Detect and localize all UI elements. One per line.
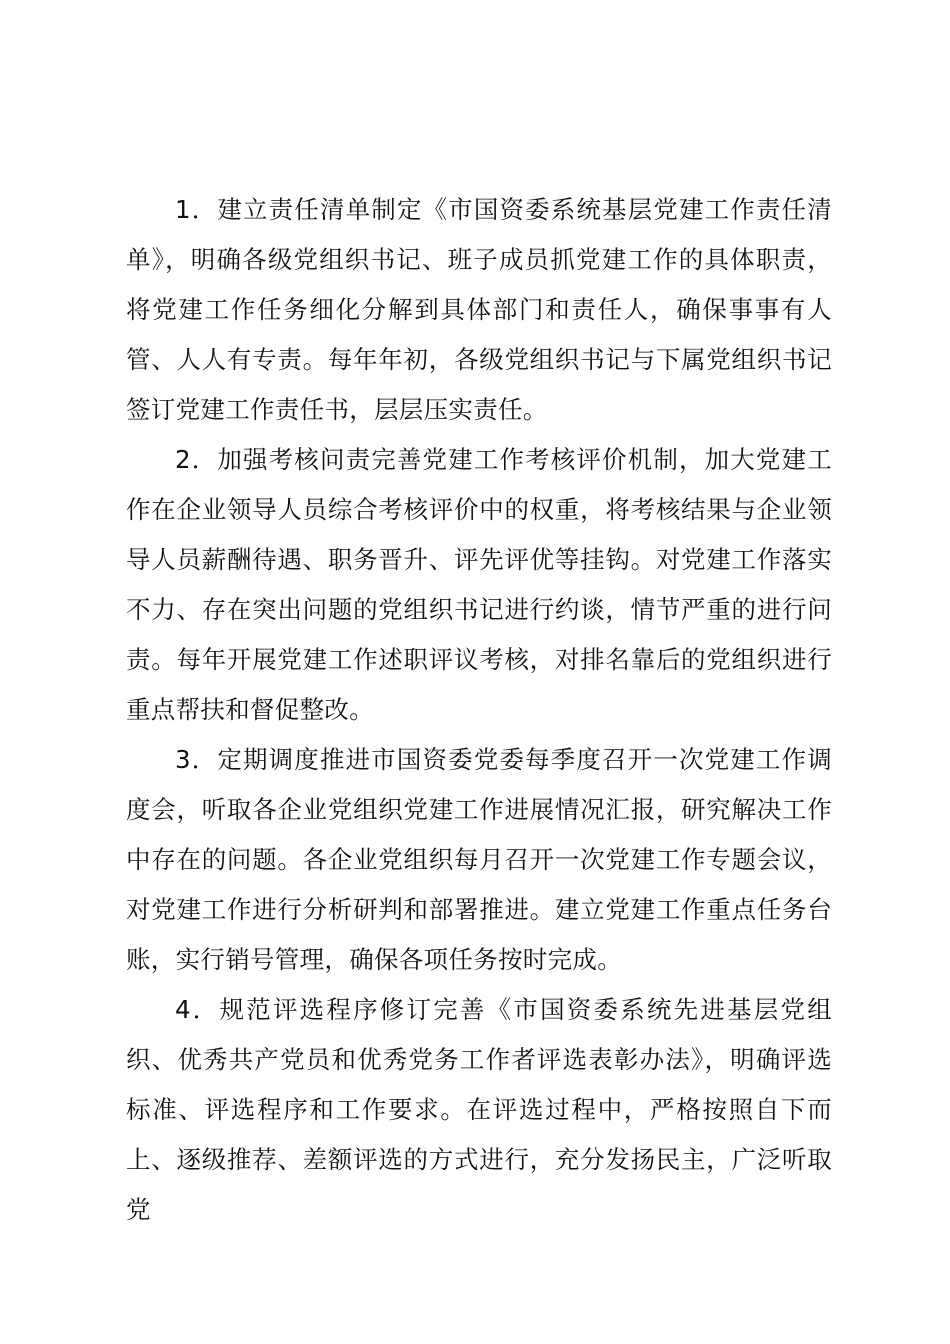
paragraph-regular-scheduling: 3．定期调度推进市国资委党委每季度召开一次党建工作调度会，听取各企业党组织党建工作进展情况汇报，研究解决工作中存在的问题。各企业党组织每月召开一次党建工作专题会议，对党建工作进行分析研判和部署推进。建立党建工作重点任务台账，实行销号管理，确保各项任务按时完成。	[126, 745, 832, 974]
paragraph-responsibility-list: 1．建立责任清单制定《市国资委系统基层党建工作责任清单》，明确各级党组织书记、班子成员抓党建工作的具体职责，将党建工作任务细化分解到具体部门和责任人，确保事事有人管、人人有专责。每年年初，各级党组织书记与下属党组织书记签订党建工作责任书，层层压实责任。	[126, 195, 832, 424]
paragraph-assessment-accountability: 2．加强考核问责完善党建工作考核评价机制，加大党建工作在企业领导人员综合考核评价中的权重，将考核结果与企业领导人员薪酬待遇、职务晋升、评先评优等挂钩。对党建工作落实不力、存在突出问题的党组织书记进行约谈，情节严重的进行问责。每年开展党建工作述职评议考核，对排名靠后的党组织进行重点帮扶和督促整改。	[126, 445, 832, 724]
document-body	[126, 185, 832, 1235]
paragraph-selection-procedure: 4．规范评选程序修订完善《市国资委系统先进基层党组织、优秀共产党员和优秀党务工作者评选表彰办法》，明确评选标准、评选程序和工作要求。在评选过程中，严格按照自下而上、逐级推荐、差额评选的方式进行，充分发扬民主，广泛听取党	[126, 995, 832, 1224]
